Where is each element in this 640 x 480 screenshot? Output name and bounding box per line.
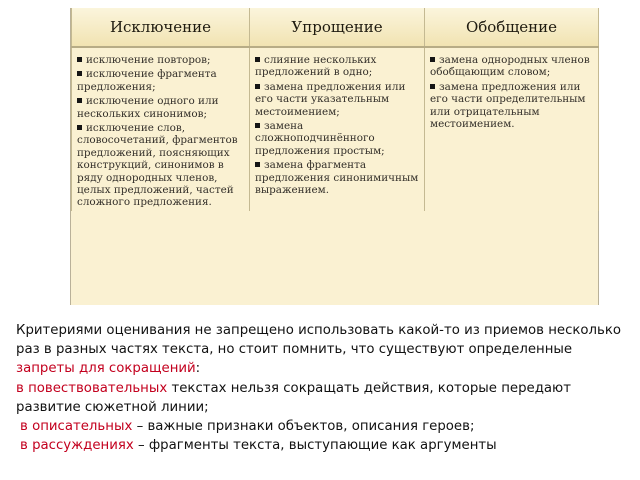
header-exclusion: Исключение [72,8,250,47]
explanation-text [16,321,631,455]
list-item: исключение фрагмента предложения; [77,68,217,93]
list-item: исключение одного или нескольких синонимов; [77,95,219,120]
paragraph-reasoning: в рассуждениях – фрагменты текста, выступающие как аргументы [20,438,497,454]
square-bullet-icon [255,84,260,89]
narrative-highlight: в повествовательных [16,380,168,396]
square-bullet-icon [255,162,260,167]
list-item: замена предложения или его части определительным или отрицательным местоимением. [430,80,586,131]
list-item: исключение повторов; [77,54,244,66]
square-bullet-icon [430,84,435,89]
paragraph-narrative: в повествовательных текстах нельзя сокращать действия, которые передают развитие сюжетной линии; [16,380,571,415]
generalization-cell [425,47,599,211]
paragraph-descriptive: в описательных – важные признаки объектов, описания героев; [20,419,475,435]
header-simplification: Упрощение [250,8,425,47]
header-generalization: Обобщение [425,8,599,47]
table-body-row [72,47,599,211]
square-bullet-icon [255,57,260,62]
table-header-row [72,8,599,47]
square-bullet-icon [77,125,82,130]
square-bullet-icon [255,123,260,128]
techniques-table [71,8,599,211]
square-bullet-icon [430,57,435,62]
list-item: исключение слов, словосочетаний, фрагментов предложений, поясняющих конструкций, синонимов в ряду однородных членов, целых предложений, частей сложного предложения. [77,122,238,209]
paragraph-main: Критериями оценивания не запрещено использовать какой-то из приемов несколько раз в разных частях текста, но стоит помнить, что существуют определенные запреты для сокращений: [16,323,622,377]
descriptive-highlight: в описательных [20,419,133,435]
square-bullet-icon [77,98,82,103]
list-item: замена предложения или его части указательным местоимением; [255,80,406,118]
techniques-table-container [70,8,599,305]
list-item: замена фрагмента предложения синонимичным выражением. [255,159,419,197]
simplification-cell [250,47,425,211]
list-item: замена сложноподчинённого предложения простым; [255,120,385,157]
list-item: слияние нескольких предложений в одно; [255,54,377,79]
list-item: замена однородных членов обобщающим словом; [430,54,590,79]
reasoning-highlight: в рассуждениях [20,438,134,454]
exclusion-cell [72,47,250,211]
restrictions-highlight: запреты для сокращений [16,361,196,377]
square-bullet-icon [77,57,82,62]
square-bullet-icon [77,71,82,76]
